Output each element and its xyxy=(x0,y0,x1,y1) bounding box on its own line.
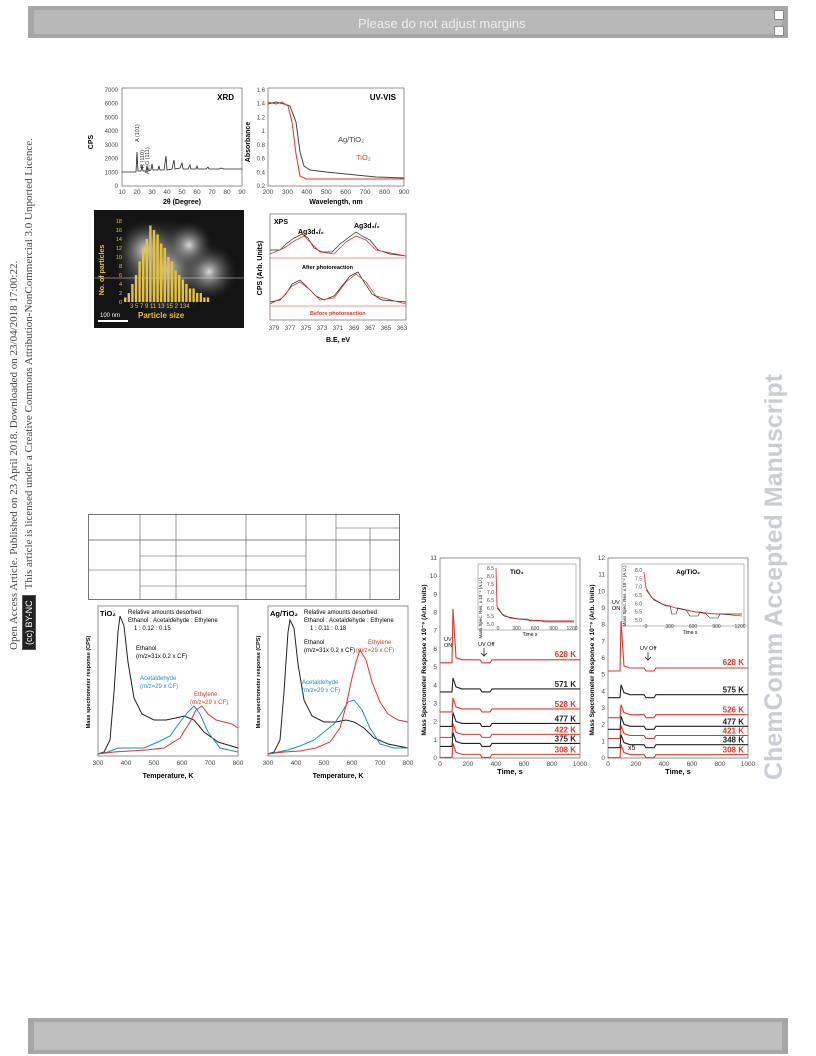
ms-xtick: 0 xyxy=(606,761,610,768)
inset-title: Ag/TiO₂ xyxy=(676,569,701,576)
xrd-ytick: 7000 xyxy=(104,88,118,94)
xrd-title: XRD xyxy=(217,93,234,102)
ms-temp-label: 308 K xyxy=(722,745,744,755)
ms-temp-label: 421 K xyxy=(722,726,744,736)
tpd-xtick: 500 xyxy=(148,760,160,767)
data-table xyxy=(88,514,400,600)
xrd-annot-ag2o: Ag₂O (111) xyxy=(145,147,151,174)
tpd-rel-label: Relative amounts desorbed xyxy=(304,610,378,616)
uvvis-xtick: 800 xyxy=(379,189,391,196)
histogram-bar xyxy=(196,293,198,302)
xrd-xtick: 90 xyxy=(238,189,246,196)
license-line-1: Open Access Article. Published on 23 April 2018. Downloaded on 23/04/2018 17:00:22. xyxy=(8,260,20,650)
uv-on-label: UV ON xyxy=(612,600,621,612)
tpd-xtick: 300 xyxy=(262,760,274,767)
inset-xtick: 1200 xyxy=(734,624,746,630)
xps-chart xyxy=(250,210,410,346)
inset-ytick: 5.0 xyxy=(487,622,494,628)
histogram-bar xyxy=(149,226,151,303)
xps-xtick: 365 xyxy=(380,325,392,332)
corner-marker xyxy=(774,26,784,36)
ms-temp-label: 375 K xyxy=(554,734,576,744)
xrd-ytick: 5000 xyxy=(104,115,118,122)
inset-title: TiO₂ xyxy=(510,569,524,576)
ms-ytick: 2 xyxy=(433,718,437,726)
tpd-xtick: 700 xyxy=(374,760,386,767)
inset-xlabel: Time s xyxy=(682,630,698,636)
inset-xtick: 600 xyxy=(530,626,540,632)
histogram-bar xyxy=(128,293,130,302)
tpd-acet-label: Acetaldehyde xyxy=(302,680,339,686)
tem-image xyxy=(94,210,244,328)
xrd-ylabel: CPS xyxy=(88,134,95,150)
histogram-bar xyxy=(131,284,133,302)
xps-title: XPS xyxy=(274,219,289,226)
tpd-acet-mz: (m/z=29 x CF) xyxy=(302,688,341,694)
ms-ylabel: Mass Spectrometer Response x 10⁻⁹ (Arb. Units) xyxy=(589,584,596,736)
ms-temp-label: 308 K xyxy=(554,745,576,755)
tpd-ethyl-label: Ethylene xyxy=(194,692,218,698)
inset-xlabel: Time s xyxy=(522,632,538,638)
tpd-ethanol-label: Ethanol xyxy=(136,646,157,652)
margin-note: Please do not adjust margins xyxy=(358,16,526,31)
inset-ytick: 5.5 xyxy=(487,614,494,620)
xrd-xtick: 60 xyxy=(193,189,201,196)
ms-ytick: 1 xyxy=(433,736,437,744)
xps-ylabel: CPS (Arb. Units) xyxy=(257,240,264,296)
tpd-xtick: 400 xyxy=(120,760,132,767)
xrd-xtick: 20 xyxy=(133,189,141,196)
xrd-ytick: 1000 xyxy=(104,170,118,177)
ms-temp-label: 348 K xyxy=(722,735,744,745)
ms-xlabel: Time, s xyxy=(497,767,523,776)
footer-band xyxy=(28,1018,788,1054)
histogram-bar xyxy=(174,271,176,303)
ms-ytick: 3 xyxy=(433,700,437,708)
ms-ytick: 12 xyxy=(597,555,605,562)
ms-xlabel: Time, s xyxy=(665,767,691,776)
inset-ytick: 6.0 xyxy=(487,606,494,612)
ms-ytick: 0 xyxy=(433,755,437,762)
ms-ytick: 1 xyxy=(601,738,605,746)
ms-ytick: 10 xyxy=(597,588,605,596)
xps-xtick: 377 xyxy=(284,325,296,332)
xps-before-label: Before photoreaction xyxy=(310,311,366,317)
xps-peak1: Ag3d₅/₂ xyxy=(298,229,324,236)
ms-ytick: 4 xyxy=(601,688,605,696)
tpd-chart-tio2 xyxy=(84,602,244,780)
ms-temp-label: 422 K xyxy=(554,725,576,735)
ms-xtick: 400 xyxy=(490,761,502,768)
ms-ytick: 10 xyxy=(429,573,437,581)
histogram-bar xyxy=(146,239,148,302)
uvvis-xtick: 200 xyxy=(262,189,274,196)
uvvis-ytick: 1.4 xyxy=(256,101,265,108)
histogram-bar xyxy=(189,289,191,303)
ms-ytick: 2 xyxy=(601,721,605,729)
ms-xtick: 200 xyxy=(462,761,474,768)
tpd-ethyl-label: Ethylene xyxy=(368,640,392,646)
ms-xtick: 600 xyxy=(686,761,698,768)
xrd-annot-a101: A (101) xyxy=(135,124,141,142)
ms-xtick: 600 xyxy=(518,761,530,768)
ms-xtick: 400 xyxy=(658,761,670,768)
histogram-bar xyxy=(167,257,169,302)
uvvis-xtick: 900 xyxy=(398,189,410,196)
histogram-bar xyxy=(178,275,180,302)
tpd-xtick: 600 xyxy=(346,760,358,767)
ms-temp-label: 571 K xyxy=(554,679,576,689)
xps-xtick: 363 xyxy=(396,325,408,332)
xrd-ytick: 3000 xyxy=(104,142,118,149)
histogram-bar xyxy=(200,293,202,302)
tem-ylabel: No. of particles xyxy=(99,244,106,296)
uvvis-xtick: 400 xyxy=(301,189,313,196)
tem-ytick: 8 xyxy=(118,264,122,270)
tpd-xtick: 800 xyxy=(232,760,244,767)
histogram-bar xyxy=(182,280,184,303)
inset-ytick: 8.0 xyxy=(487,574,494,580)
ms-ytick: 7 xyxy=(433,627,437,635)
ms-ytick: 5 xyxy=(601,671,605,679)
xps-xtick: 379 xyxy=(268,325,280,332)
tem-ytick: 0 xyxy=(118,300,122,306)
uvvis-xtick: 700 xyxy=(359,189,371,196)
ms-ytick: 11 xyxy=(430,555,437,562)
cc-badge-label: BY-NC xyxy=(24,600,34,628)
xrd-xtick: 50 xyxy=(178,189,186,196)
xrd-ytick: 2000 xyxy=(104,156,118,163)
uvvis-ytick: 1.2 xyxy=(256,115,265,122)
histogram-bar xyxy=(171,262,173,303)
inset-xtick: 900 xyxy=(712,624,721,630)
uvvis-ytick: 1.6 xyxy=(256,88,265,94)
tpd-ethyl-mz: (m/z=29 x CF) xyxy=(190,700,229,706)
ms-temp-label: 628 K xyxy=(722,658,744,667)
inset-ylabel: Mass Spec. Res. x 10⁻⁹ (A.U.) xyxy=(478,577,483,639)
ms-ytick: 0 xyxy=(601,755,605,762)
tpd-title: Ag/TiO₂ xyxy=(270,609,298,618)
inset-ytick: 8.0 xyxy=(635,568,642,574)
uvvis-ytick: 0.8 xyxy=(256,142,265,149)
tem-xticks: 3 5 7 9 11 13 15 2 134 xyxy=(130,304,190,310)
header-band xyxy=(28,6,788,38)
license-sidebar xyxy=(8,90,44,650)
tem-ytick: 2 xyxy=(118,291,122,297)
tem-ytick: 6 xyxy=(118,273,122,279)
inset-ytick: 5.0 xyxy=(635,618,642,624)
histogram-bar xyxy=(203,298,205,303)
ms-ytick: 6 xyxy=(601,655,605,662)
tpd-xtick: 300 xyxy=(92,760,104,767)
xrd-xlabel: 2θ (Degree) xyxy=(162,199,202,206)
inset-ytick: 7.5 xyxy=(487,582,494,588)
tpd-rel-header: Ethanol : Acetaldehyde : Ethylene xyxy=(304,618,394,624)
ms-temp-label: 477 K xyxy=(722,717,744,727)
uvvis-ytick: 0.2 xyxy=(256,184,265,190)
watermark-text: ChemComm Accepted Manuscript xyxy=(760,373,788,780)
inset-xtick: 300 xyxy=(512,626,521,632)
scale-bar-label: 100 nm xyxy=(100,313,121,319)
xrd-chart xyxy=(84,82,246,208)
uvvis-label-agtio2: Ag/TiO₂ xyxy=(338,135,364,144)
xrd-annot-r110: R (110) xyxy=(140,150,146,168)
xrd-xtick: 10 xyxy=(118,189,126,196)
inset-xtick: 1200 xyxy=(566,626,578,632)
ms-chart-agtio2 xyxy=(586,548,754,780)
tpd-xlabel: Temperature, K xyxy=(312,773,364,780)
ms-ytick: 4 xyxy=(433,682,437,690)
uvvis-title: UV-VIS xyxy=(369,93,396,102)
inset-ytick: 8.5 xyxy=(487,566,494,572)
tpd-acet-mz: (m/z=29 x CF) xyxy=(140,684,179,690)
tpd-title: TiO₂ xyxy=(100,609,116,618)
scale-bar xyxy=(98,320,128,322)
uv-off-label: UV Off xyxy=(640,646,657,652)
inset-xtick: 300 xyxy=(665,624,674,630)
xrd-xtick: 40 xyxy=(163,189,171,196)
tem-ytick: 14 xyxy=(115,237,122,243)
uvvis-xtick: 500 xyxy=(320,189,332,196)
cc-badge[interactable]: (cc) BY-NC xyxy=(22,595,36,650)
tpd-ethanol-mz: (m/z=31x 0.2 x CF) xyxy=(304,648,356,654)
ms-temp-label: 477 K xyxy=(554,714,576,724)
histogram-bar xyxy=(153,230,155,302)
uvvis-frame xyxy=(268,88,404,186)
tpd-rel-header: Ethanol : Acetaldehyde : Ethylene xyxy=(128,618,218,624)
ms-xtick: 800 xyxy=(714,761,726,768)
xrd-ytick: 0 xyxy=(114,184,118,190)
uvvis-chart xyxy=(246,82,408,208)
tpd-xtick: 500 xyxy=(318,760,330,767)
ms-chart-tio2 xyxy=(418,548,586,780)
ms-ytick: 5 xyxy=(433,664,437,672)
tpd-ethyl-mz: (m/z=29 x CF) xyxy=(356,648,395,654)
tem-ytick: 12 xyxy=(115,246,122,252)
xps-xtick: 371 xyxy=(332,325,344,332)
xps-after-label: After photoreaction xyxy=(302,265,354,271)
histogram-bar xyxy=(142,248,144,302)
uv-off-label: UV Off xyxy=(478,642,495,648)
tem-ytick: 4 xyxy=(118,282,122,288)
watermark xyxy=(760,280,810,780)
tem-ytick: 16 xyxy=(115,228,122,234)
tpd-rel-values: 1 : 0.11 : 0.18 xyxy=(310,626,347,632)
uvvis-ytick: 0.4 xyxy=(256,170,265,177)
uvvis-xtick: 300 xyxy=(281,189,293,196)
inset-xtick: 0 xyxy=(644,624,648,630)
tem-ytick: 10 xyxy=(115,255,122,261)
inset-ytick: 6.5 xyxy=(487,598,494,604)
uvvis-ytick: 0.6 xyxy=(256,156,265,163)
ms-temp-label: 528 K xyxy=(554,699,576,709)
uvvis-ytick: 1 xyxy=(261,129,265,136)
uv-on-label: UV ON xyxy=(444,637,453,649)
xps-peak2: Ag3d₃/₂ xyxy=(354,223,380,230)
ms-ylabel: Mass Spectrometer Response x 10⁻⁹ (Arb. Units) xyxy=(421,584,428,736)
x5-label: x5 xyxy=(628,745,636,752)
tpd-xtick: 700 xyxy=(204,760,216,767)
uvvis-xtick: 600 xyxy=(340,189,352,196)
ms-temp-label: 575 K xyxy=(722,685,744,695)
ms-xtick: 800 xyxy=(546,761,558,768)
xps-xtick: 375 xyxy=(300,325,312,332)
xrd-xtick: 70 xyxy=(208,189,216,196)
xrd-ytick: 6000 xyxy=(104,101,118,108)
inset-ytick: 7.0 xyxy=(635,584,642,591)
tpd-rel-values: 1 : 0.12 : 0.15 xyxy=(134,626,171,632)
ms-ytick: 8 xyxy=(601,621,605,629)
inset-xtick: 0 xyxy=(496,626,500,632)
uvvis-ylabel: Absorbance xyxy=(245,121,252,163)
uvvis-label-tio2: TiO₂ xyxy=(356,153,371,162)
tpd-xtick: 600 xyxy=(176,760,188,767)
histogram-bar xyxy=(207,298,209,303)
inset-ytick: 7.5 xyxy=(635,576,642,583)
histogram-bar xyxy=(138,262,140,303)
histogram-bar xyxy=(156,235,158,303)
ms-ytick: 9 xyxy=(601,605,605,612)
ms-ytick: 8 xyxy=(433,609,437,617)
tpd-xlabel: Temperature, K xyxy=(142,773,194,780)
uvvis-xlabel: Wavelength, nm xyxy=(309,199,363,206)
xrd-xtick: 80 xyxy=(223,189,231,196)
histogram-bar xyxy=(164,248,166,302)
tpd-xtick: 800 xyxy=(402,760,414,767)
inset-ytick: 6.5 xyxy=(635,593,642,599)
xps-xtick: 369 xyxy=(348,325,360,332)
tpd-acet-label: Acetaldehyde xyxy=(140,676,177,682)
ms-xtick: 0 xyxy=(438,761,442,768)
license-line-2[interactable]: This article is licensed under a Creative Commons Attribution-NonCommercial 3.0 Unported Licence. xyxy=(23,138,35,590)
xrd-xtick: 30 xyxy=(148,189,156,196)
tem-xlabel: Particle size xyxy=(138,311,185,320)
xps-xlabel: B.E, eV xyxy=(325,337,351,344)
ms-temp-label: 526 K xyxy=(722,705,744,715)
inset-xtick: 900 xyxy=(549,626,558,632)
histogram-bar xyxy=(124,298,126,303)
tem-ytick: 18 xyxy=(115,219,122,225)
tpd-ylabel: Mass spectrometer response (CPS) xyxy=(256,635,262,729)
ms-ytick: 7 xyxy=(601,638,605,646)
tpd-ethanol-label: Ethanol xyxy=(304,640,325,646)
ms-xtick: 1000 xyxy=(572,761,588,768)
inset-ylabel: Mass Spec. Res. x 10⁻⁹ (A.U.) xyxy=(622,565,627,627)
tpd-rel-label: Relative amounts desorbed xyxy=(128,610,202,616)
ms-ytick: 11 xyxy=(598,571,605,579)
xps-xtick: 373 xyxy=(316,325,328,332)
ms-ytick: 6 xyxy=(433,645,437,653)
histogram-bar xyxy=(160,244,162,303)
corner-marker xyxy=(774,10,784,20)
inset-ytick: 6.0 xyxy=(635,601,642,608)
tpd-ylabel: Mass spectrometer response (CPS) xyxy=(86,635,92,729)
ms-ytick: 9 xyxy=(433,591,437,599)
histogram-bar xyxy=(185,284,187,302)
inset-ytick: 7.0 xyxy=(487,590,494,596)
ms-ytick: 3 xyxy=(601,705,605,712)
xps-xtick: 367 xyxy=(364,325,376,332)
ms-xtick: 200 xyxy=(630,761,642,768)
tpd-ethanol-mz: (m/z=31x 0.2 x CF) xyxy=(136,654,188,660)
tpd-xtick: 400 xyxy=(290,760,302,767)
histogram-bar xyxy=(135,275,137,302)
ms-temp-label: 628 K xyxy=(554,649,576,659)
tpd-chart-agtio2 xyxy=(254,602,414,780)
xrd-ytick: 4000 xyxy=(104,129,118,136)
inset-ytick: 5.5 xyxy=(635,609,642,616)
histogram-bar xyxy=(192,289,194,303)
inset-xtick: 600 xyxy=(688,624,698,630)
ms-xtick: 1000 xyxy=(740,761,756,768)
